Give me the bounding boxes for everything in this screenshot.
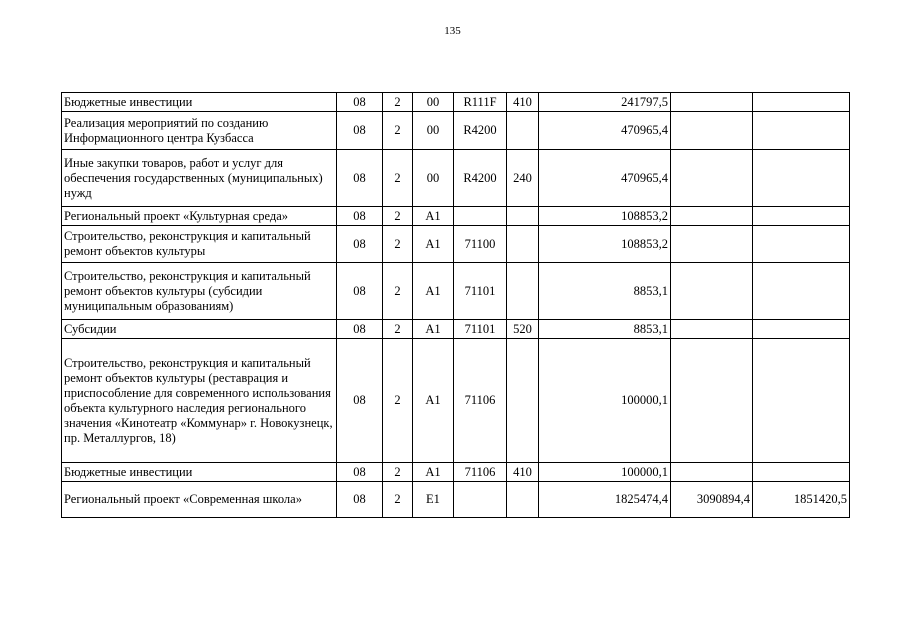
amount-value: 8853,1: [539, 320, 671, 339]
amount-value: 8853,1: [539, 263, 671, 320]
direction-code: 71106: [454, 463, 507, 482]
subsection-code: 2: [383, 207, 413, 226]
section-code: 08: [337, 226, 383, 263]
table-row: [62, 207, 850, 226]
table-row: [62, 112, 850, 150]
amount-value-3: [753, 339, 850, 463]
subsection-code: 2: [383, 112, 413, 150]
expense-type-code: [507, 263, 539, 320]
program-code: А1: [413, 320, 454, 339]
amount-value-2: [671, 339, 753, 463]
direction-code: 71106: [454, 339, 507, 463]
amount-value-3: [753, 320, 850, 339]
subsection-code: 2: [383, 482, 413, 518]
table-row: [62, 320, 850, 339]
expense-type-code: [507, 112, 539, 150]
amount-value-3: [753, 207, 850, 226]
section-code: 08: [337, 339, 383, 463]
subsection-code: 2: [383, 263, 413, 320]
row-name: Иные закупки товаров, работ и услуг для обеспечения государственных (муниципальных) нужд: [62, 150, 337, 207]
subsection-code: 2: [383, 463, 413, 482]
expense-type-code: [507, 339, 539, 463]
direction-code: R4200: [454, 150, 507, 207]
amount-value-3: [753, 112, 850, 150]
amount-value-3: [753, 150, 850, 207]
row-name: Бюджетные инвестиции: [62, 93, 337, 112]
expense-type-code: [507, 226, 539, 263]
program-code: А1: [413, 263, 454, 320]
amount-value: 100000,1: [539, 463, 671, 482]
amount-value-2: [671, 226, 753, 263]
expense-type-code: 520: [507, 320, 539, 339]
subsection-code: 2: [383, 339, 413, 463]
section-code: 08: [337, 263, 383, 320]
expense-type-code: 410: [507, 463, 539, 482]
program-code: 00: [413, 93, 454, 112]
amount-value: 1825474,4: [539, 482, 671, 518]
subsection-code: 2: [383, 226, 413, 263]
direction-code: 71100: [454, 226, 507, 263]
expense-type-code: [507, 207, 539, 226]
table-row: [62, 463, 850, 482]
row-name: Строительство, реконструкция и капитальный ремонт объектов культуры: [62, 226, 337, 263]
section-code: 08: [337, 93, 383, 112]
row-name: Реализация мероприятий по созданию Информационного центра Кузбасса: [62, 112, 337, 150]
direction-code: [454, 482, 507, 518]
row-name: Строительство, реконструкция и капитальный ремонт объектов культуры (субсидии муниципальным образованиям): [62, 263, 337, 320]
amount-value-3: [753, 463, 850, 482]
subsection-code: 2: [383, 93, 413, 112]
row-name: Строительство, реконструкция и капитальный ремонт объектов культуры (реставрация и приспособление для современного использования объекта культурного наследия регионального значения «Кинотеатр «Коммунар» г. Новокузнецк, пр. Металлургов, 18): [62, 339, 337, 463]
amount-value-2: [671, 150, 753, 207]
amount-value-2: [671, 207, 753, 226]
section-code: 08: [337, 463, 383, 482]
row-name: Региональный проект «Современная школа»: [62, 482, 337, 518]
direction-code: R111F: [454, 93, 507, 112]
direction-code: R4200: [454, 112, 507, 150]
amount-value-2: 3090894,4: [671, 482, 753, 518]
budget-table: [61, 92, 850, 518]
row-name: Бюджетные инвестиции: [62, 463, 337, 482]
amount-value: 108853,2: [539, 226, 671, 263]
amount-value-2: [671, 93, 753, 112]
subsection-code: 2: [383, 150, 413, 207]
amount-value-2: [671, 112, 753, 150]
page-number: 135: [444, 25, 461, 37]
section-code: 08: [337, 482, 383, 518]
table-row: [62, 263, 850, 320]
expense-type-code: [507, 482, 539, 518]
table-row: [62, 339, 850, 463]
amount-value: 108853,2: [539, 207, 671, 226]
program-code: 00: [413, 112, 454, 150]
program-code: 00: [413, 150, 454, 207]
amount-value-3: 1851420,5: [753, 482, 850, 518]
section-code: 08: [337, 112, 383, 150]
amount-value: 241797,5: [539, 93, 671, 112]
table-row: [62, 226, 850, 263]
section-code: 08: [337, 207, 383, 226]
amount-value-2: [671, 463, 753, 482]
direction-code: [454, 207, 507, 226]
amount-value-2: [671, 320, 753, 339]
direction-code: 71101: [454, 320, 507, 339]
table-row: [62, 93, 850, 112]
amount-value: 100000,1: [539, 339, 671, 463]
program-code: Е1: [413, 482, 454, 518]
expense-type-code: 240: [507, 150, 539, 207]
row-name: Субсидии: [62, 320, 337, 339]
program-code: А1: [413, 207, 454, 226]
section-code: 08: [337, 150, 383, 207]
direction-code: 71101: [454, 263, 507, 320]
amount-value: 470965,4: [539, 150, 671, 207]
amount-value-3: [753, 263, 850, 320]
amount-value-3: [753, 226, 850, 263]
amount-value-2: [671, 263, 753, 320]
expense-type-code: 410: [507, 93, 539, 112]
subsection-code: 2: [383, 320, 413, 339]
section-code: 08: [337, 320, 383, 339]
program-code: А1: [413, 339, 454, 463]
row-name: Региональный проект «Культурная среда»: [62, 207, 337, 226]
table-row: [62, 482, 850, 518]
program-code: А1: [413, 463, 454, 482]
amount-value-3: [753, 93, 850, 112]
amount-value: 470965,4: [539, 112, 671, 150]
table-row: [62, 150, 850, 207]
program-code: А1: [413, 226, 454, 263]
